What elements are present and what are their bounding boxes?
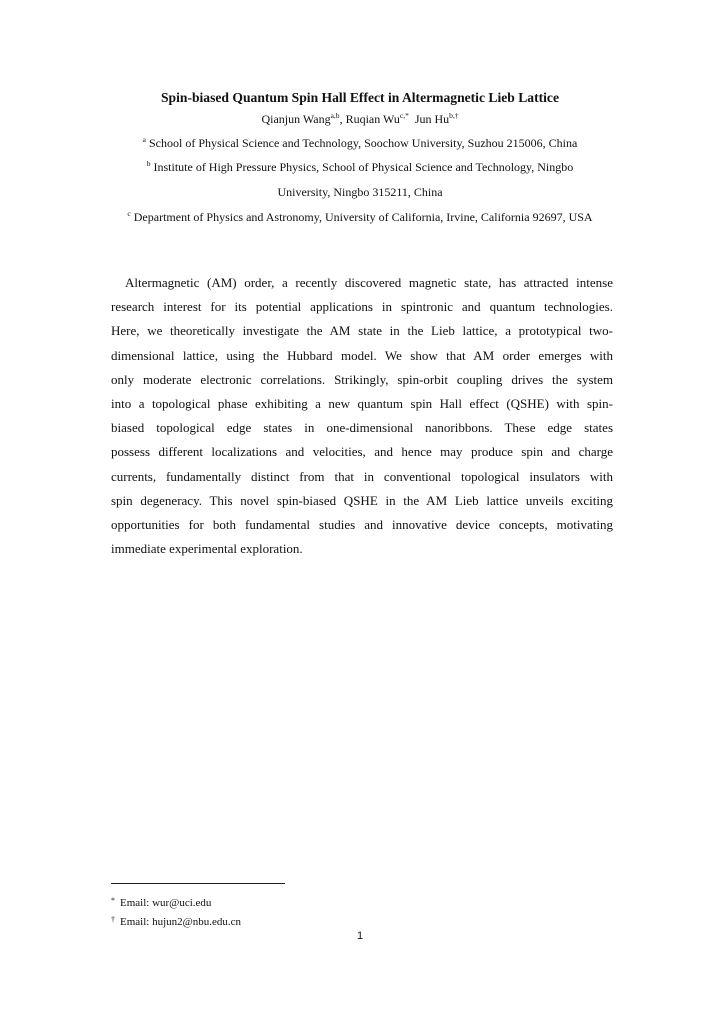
footnote-mark: † bbox=[111, 915, 115, 924]
footnote-2 bbox=[111, 913, 241, 929]
author-affiliation-mark: a,b bbox=[330, 111, 340, 120]
author-name: Jun Hu bbox=[414, 112, 450, 126]
abstract bbox=[111, 271, 613, 561]
affiliation-mark: a bbox=[142, 135, 146, 144]
abstract-line: only moderate electronic correlations. Strikingly, spin-orbit coupling drives the system bbox=[111, 371, 613, 387]
affiliation-mark: c bbox=[127, 209, 131, 218]
affiliation-mark: b bbox=[146, 159, 151, 168]
abstract-line: biased topological edge states in one-dimensional nanoribbons. These edge states bbox=[111, 420, 613, 436]
affiliation-b bbox=[100, 155, 620, 179]
page-number: 1 bbox=[356, 930, 364, 942]
author-separator: , bbox=[339, 112, 346, 126]
footnote-email: Email: wur@uci.edu bbox=[120, 897, 212, 909]
abstract-line: research interest for its potential applications in spintronic and quantum technologies. bbox=[111, 299, 613, 315]
author-list bbox=[0, 111, 720, 127]
author-name: Ruqian Wu bbox=[345, 112, 400, 126]
author-name: Qianjun Wang bbox=[261, 112, 331, 126]
footnote-email: Email: hujun2@nbu.edu.cn bbox=[120, 916, 242, 928]
abstract-line: Altermagnetic (AM) order, a recently discovered magnetic state, has attracted intense bbox=[125, 275, 613, 290]
paper-title: Spin-biased Quantum Spin Hall Effect in Altermagnetic Lieb Lattice bbox=[160, 90, 559, 105]
affiliation-text: Institute of High Pressure Physics, School of Physical Science and Technology, Ningbo bbox=[150, 160, 574, 174]
abstract-line: currents, fundamentally distinct from that in conventional topological insulators with bbox=[111, 468, 613, 484]
abstract-line: into a topological phase exhibiting a new quantum spin Hall effect (QSHE) with spin- bbox=[111, 396, 613, 412]
author-affiliation-mark: b,† bbox=[449, 111, 459, 120]
author-affiliation-mark: c,* bbox=[399, 111, 409, 120]
footnote-1 bbox=[111, 894, 211, 910]
affiliation-b-continued: University, Ningbo 315211, China bbox=[277, 185, 443, 199]
affiliation-text: School of Physical Science and Technology, Soochow University, Suzhou 215006, China bbox=[146, 136, 578, 150]
footnote-divider bbox=[111, 883, 285, 884]
affiliation-c bbox=[80, 205, 640, 229]
abstract-line: immediate experimental exploration. bbox=[111, 541, 303, 557]
abstract-line: spin degeneracy. This novel spin-biased QSHE in the AM Lieb lattice unveils exciting bbox=[111, 492, 613, 508]
footnote-mark: * bbox=[111, 896, 115, 905]
abstract-line: dimensional lattice, using the Hubbard model. We show that AM order emerges with bbox=[111, 347, 613, 363]
affiliation-a bbox=[100, 131, 620, 155]
affiliation-text: Department of Physics and Astronomy, University of California, Irvine, California 92697, USA bbox=[130, 210, 593, 224]
abstract-line: possess different localizations and velocities, and hence may produce spin and charge bbox=[111, 444, 613, 460]
abstract-line: opportunities for both fundamental studies and innovative device concepts, motivating bbox=[111, 517, 613, 533]
abstract-line: Here, we theoretically investigate the AM state in the Lieb lattice, a prototypical two- bbox=[111, 323, 613, 339]
